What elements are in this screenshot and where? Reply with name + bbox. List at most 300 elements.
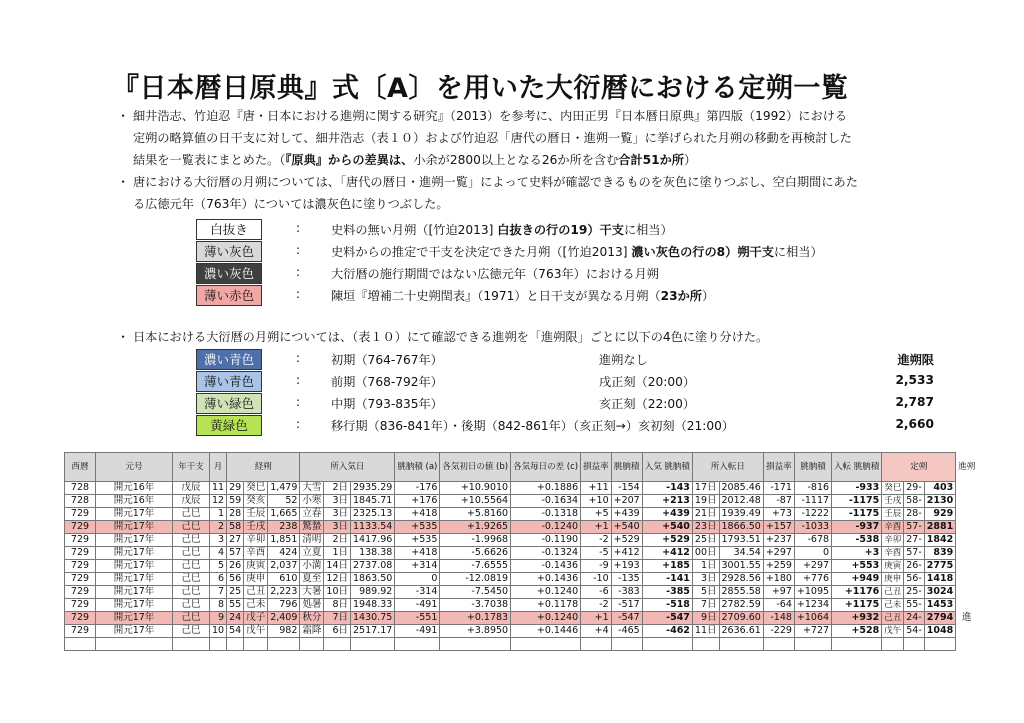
table-cell: 辛酉 [244, 547, 268, 560]
table-cell: +529 [642, 534, 692, 547]
table-cell: 729 [65, 573, 96, 586]
table-cell: 3 [210, 534, 227, 547]
table-cell [956, 521, 978, 534]
table-cell: 開元17年 [96, 573, 173, 586]
table-cell: 59 [227, 495, 244, 508]
table-cell: 424 [268, 547, 300, 560]
table-cell: +540 [611, 521, 642, 534]
table-cell: -176 [395, 482, 440, 495]
col-header: 所入気日 [300, 453, 395, 482]
table-cell: 55- [904, 599, 925, 612]
table-cell: +1064 [794, 612, 831, 625]
table-cell: +1 [581, 521, 612, 534]
table-cell: 21日 [692, 508, 719, 521]
table-cell: -1222 [794, 508, 831, 521]
table-cell: 4 [210, 547, 227, 560]
table-cell: 610 [268, 573, 300, 586]
table-cell [692, 638, 719, 651]
table-cell [956, 599, 978, 612]
table-cell: +776 [794, 573, 831, 586]
sakujitsu-table-wrapper [64, 452, 978, 651]
table-cell: +297 [763, 547, 794, 560]
legend-row: 濃い青色 : 初期（764-767年） 進朔なし 進朔限 [196, 348, 934, 370]
table-cell: 2日 [324, 482, 351, 495]
table-cell: 729 [65, 508, 96, 521]
col-header: 朓朒積 [794, 453, 831, 482]
table-cell: 1430.75 [351, 612, 395, 625]
table-cell: 己巳 [173, 612, 210, 625]
table-cell [882, 638, 904, 651]
legend-swatch: 黄緑色 [196, 415, 262, 436]
table-cell: 己丑 [244, 586, 268, 599]
table-cell: 2794 [924, 612, 955, 625]
table-cell [440, 638, 511, 651]
table-cell: 0 [395, 573, 440, 586]
table-cell: 己未 [882, 599, 904, 612]
table-cell [904, 638, 925, 651]
table-cell [244, 638, 268, 651]
table-cell: +157 [763, 521, 794, 534]
table-cell: +1.9265 [440, 521, 511, 534]
table-cell: 開元17年 [96, 560, 173, 573]
table-cell: 26 [227, 560, 244, 573]
table-cell: 己丑 [882, 612, 904, 625]
legend-period-colors [196, 348, 934, 436]
table-cell: +529 [611, 534, 642, 547]
table-cell: 庚寅 [882, 560, 904, 573]
table-cell: 己巳 [173, 573, 210, 586]
table-cell: 29- [904, 482, 925, 495]
table-cell: 2325.13 [351, 508, 395, 521]
table-cell: -2 [581, 534, 612, 547]
table-cell: 秋分 [300, 612, 324, 625]
table-cell: -2 [581, 599, 612, 612]
table-row [65, 638, 978, 651]
table-row [65, 482, 978, 495]
legend-row: 薄い青色 : 前期（768-792年） 戌正刻（20:00） 2,533 [196, 370, 934, 392]
table-cell: 開元17年 [96, 625, 173, 638]
table-cell: -517 [611, 599, 642, 612]
table-cell: 3日 [324, 508, 351, 521]
table-cell: -937 [832, 521, 882, 534]
table-cell: 24- [904, 612, 925, 625]
table-cell: +727 [794, 625, 831, 638]
table-cell: 癸亥 [244, 495, 268, 508]
table-cell: +10 [581, 495, 612, 508]
table-cell: +10.9010 [440, 482, 511, 495]
table-cell: 驚蟄 [300, 521, 324, 534]
table-cell: 己巳 [173, 560, 210, 573]
table-cell: -5 [581, 547, 612, 560]
col-header: 所入転日 [692, 453, 763, 482]
table-cell: +0.1178 [511, 599, 581, 612]
table-cell: +418 [395, 547, 440, 560]
table-cell: 2 [210, 521, 227, 534]
table-row [65, 508, 978, 521]
table-cell: 989.92 [351, 586, 395, 599]
table-cell: 0 [794, 547, 831, 560]
table-cell: +5.8160 [440, 508, 511, 521]
table-cell: 開元16年 [96, 482, 173, 495]
table-cell: -465 [611, 625, 642, 638]
table-cell: +180 [763, 573, 794, 586]
table-cell: 2,409 [268, 612, 300, 625]
table-cell: +418 [395, 508, 440, 521]
table-cell: 929 [924, 508, 955, 521]
table-cell: +259 [763, 560, 794, 573]
table-cell: +11 [581, 482, 612, 495]
table-cell: +185 [642, 560, 692, 573]
table-cell [611, 638, 642, 651]
table-cell [65, 638, 96, 651]
col-header: 年干支 [173, 453, 210, 482]
table-cell: 8日 [324, 599, 351, 612]
legend-swatch: 薄い緑色 [196, 393, 262, 414]
table-cell: 2012.48 [719, 495, 763, 508]
table-cell: 庚申 [244, 573, 268, 586]
table-cell: 34.54 [719, 547, 763, 560]
table-cell: 28- [904, 508, 925, 521]
table-cell: 25 [227, 586, 244, 599]
table-cell: -1175 [832, 495, 882, 508]
table-cell: 25- [904, 586, 925, 599]
table-cell: 庚申 [882, 573, 904, 586]
table-cell: 6日 [324, 625, 351, 638]
legend-row: 黄緑色 : 移行期（836-841年）・後期（842-861年）（亥正刻→）亥初刻（21:00） 2,660 [196, 414, 934, 436]
table-cell [794, 638, 831, 651]
table-cell: 8 [210, 599, 227, 612]
table-row [65, 534, 978, 547]
table-cell: +0.1783 [440, 612, 511, 625]
table-cell [210, 638, 227, 651]
table-cell: 2737.08 [351, 560, 395, 573]
table-cell: 大雪 [300, 482, 324, 495]
table-cell [268, 638, 300, 651]
table-cell: +412 [642, 547, 692, 560]
table-cell: -0.1318 [511, 508, 581, 521]
intro-paragraph-2: ・ 日本における大衍暦の月朔については、（表１０）にて確認できる進朔を「進朔限」ごとに以下の4色に塗り分けた。 [117, 330, 769, 344]
table-row [65, 586, 978, 599]
table-cell: 開元17年 [96, 547, 173, 560]
table-cell: 2775 [924, 560, 955, 573]
table-cell: 1133.54 [351, 521, 395, 534]
table-cell: -0.1436 [511, 560, 581, 573]
table-cell: 壬辰 [882, 508, 904, 521]
table-cell: 壬戌 [244, 521, 268, 534]
table-cell: 56- [904, 573, 925, 586]
table-cell: 58- [904, 495, 925, 508]
table-cell: 小寒 [300, 495, 324, 508]
table-row [65, 547, 978, 560]
legend-swatch: 薄い青色 [196, 371, 262, 392]
table-cell: 1939.49 [719, 508, 763, 521]
table-cell: 982 [268, 625, 300, 638]
table-cell: +314 [395, 560, 440, 573]
table-cell: 7日 [324, 612, 351, 625]
table-cell: -64 [763, 599, 794, 612]
table-cell: -7.5450 [440, 586, 511, 599]
table-cell: 辛卯 [244, 534, 268, 547]
table-cell: +535 [395, 521, 440, 534]
table-cell: -462 [642, 625, 692, 638]
table-cell: -0.1240 [511, 521, 581, 534]
table-cell: 1863.50 [351, 573, 395, 586]
table-cell: 26- [904, 560, 925, 573]
table-cell [511, 638, 581, 651]
table-cell: +0.1240 [511, 586, 581, 599]
table-cell: 3日 [324, 495, 351, 508]
col-header: 元号 [96, 453, 173, 482]
table-cell: 11日 [692, 625, 719, 638]
col-header: 損益率 [763, 453, 794, 482]
table-cell: 1845.71 [351, 495, 395, 508]
table-cell: 729 [65, 521, 96, 534]
table-cell: 己巳 [173, 547, 210, 560]
table-cell: 00日 [692, 547, 719, 560]
table-cell: +207 [611, 495, 642, 508]
table-cell: 己巳 [173, 586, 210, 599]
table-cell: 大暑 [300, 586, 324, 599]
table-cell: 開元17年 [96, 534, 173, 547]
table-cell: +0.1436 [511, 573, 581, 586]
table-cell: 28 [227, 508, 244, 521]
legend-swatch: 濃い灰色 [196, 263, 262, 284]
table-cell [642, 638, 692, 651]
table-header-row [65, 453, 978, 482]
table-cell: 癸巳 [882, 482, 904, 495]
table-cell: +553 [832, 560, 882, 573]
sakujitsu-table [64, 452, 978, 651]
table-cell: 己巳 [173, 508, 210, 521]
table-cell: -1117 [794, 495, 831, 508]
table-cell: -148 [763, 612, 794, 625]
table-cell [832, 638, 882, 651]
table-cell: 728 [65, 482, 96, 495]
table-cell: -171 [763, 482, 794, 495]
table-cell: 27 [227, 534, 244, 547]
table-cell: 14日 [324, 560, 351, 573]
table-cell: 3001.55 [719, 560, 763, 573]
table-cell: +1 [581, 612, 612, 625]
table-cell [395, 638, 440, 651]
col-header: 経朔 [227, 453, 300, 482]
table-cell: 3日 [324, 521, 351, 534]
table-cell: 729 [65, 612, 96, 625]
table-cell: -385 [642, 586, 692, 599]
legend-row: 薄い緑色 : 中期（793-835年） 亥正刻（22:00） 2,787 [196, 392, 934, 414]
table-cell: -7.6555 [440, 560, 511, 573]
table-cell: -9 [581, 560, 612, 573]
table-cell: -154 [611, 482, 642, 495]
table-cell: -816 [794, 482, 831, 495]
table-cell: +97 [763, 586, 794, 599]
table-cell: -135 [611, 573, 642, 586]
table-cell: -1175 [832, 508, 882, 521]
table-cell: -1.9968 [440, 534, 511, 547]
table-cell [227, 638, 244, 651]
table-cell: 52 [268, 495, 300, 508]
table-cell [956, 638, 978, 651]
table-cell: 戊子 [244, 612, 268, 625]
col-header: 各気毎日の差 (c) [511, 453, 581, 482]
table-cell: +4 [581, 625, 612, 638]
table-cell [956, 560, 978, 573]
table-cell: -538 [832, 534, 882, 547]
table-cell: 10日 [324, 586, 351, 599]
table-cell: 10 [210, 625, 227, 638]
table-cell: -383 [611, 586, 642, 599]
table-row [65, 521, 978, 534]
table-cell: 辛酉 [882, 521, 904, 534]
table-cell: 2636.61 [719, 625, 763, 638]
table-cell: +535 [395, 534, 440, 547]
table-cell: 2855.58 [719, 586, 763, 599]
table-cell: 5日 [692, 586, 719, 599]
table-cell [956, 482, 978, 495]
table-cell: +0.1886 [511, 482, 581, 495]
table-cell: 729 [65, 534, 96, 547]
table-cell: +0.1446 [511, 625, 581, 638]
table-cell: 辛酉 [882, 547, 904, 560]
table-cell: +1175 [832, 599, 882, 612]
table-cell: +439 [642, 508, 692, 521]
table-cell: 壬戌 [882, 495, 904, 508]
table-cell [956, 573, 978, 586]
table-cell: 辛卯 [882, 534, 904, 547]
table-cell: 戊辰 [173, 482, 210, 495]
legend-swatch: 白抜き [196, 219, 262, 240]
table-cell: 24 [227, 612, 244, 625]
table-cell: 729 [65, 547, 96, 560]
table-row [65, 612, 978, 625]
table-cell: 729 [65, 599, 96, 612]
table-cell [956, 547, 978, 560]
table-cell: -87 [763, 495, 794, 508]
table-cell: 56 [227, 573, 244, 586]
table-row [65, 625, 978, 638]
table-cell: 6 [210, 573, 227, 586]
table-cell: 57- [904, 547, 925, 560]
table-cell: 霜降 [300, 625, 324, 638]
table-cell: -678 [794, 534, 831, 547]
table-cell: 1417.96 [351, 534, 395, 547]
table-cell: 29 [227, 482, 244, 495]
table-cell [351, 638, 395, 651]
col-header: 西暦 [65, 453, 96, 482]
table-cell [956, 625, 978, 638]
table-cell: -229 [763, 625, 794, 638]
table-cell: 729 [65, 586, 96, 599]
table-cell: 己丑 [882, 586, 904, 599]
table-cell: 796 [268, 599, 300, 612]
table-cell: 開元16年 [96, 495, 173, 508]
table-cell: -933 [832, 482, 882, 495]
table-cell: 238 [268, 521, 300, 534]
table-cell [96, 638, 173, 651]
table-cell: -491 [395, 599, 440, 612]
table-cell: 立夏 [300, 547, 324, 560]
table-cell: 1453 [924, 599, 955, 612]
table-cell: 開元17年 [96, 521, 173, 534]
legend-swatch: 濃い青色 [196, 349, 262, 370]
table-cell: -0.1324 [511, 547, 581, 560]
table-cell: 2935.29 [351, 482, 395, 495]
table-cell [924, 638, 955, 651]
table-cell: 2,223 [268, 586, 300, 599]
table-cell: -141 [642, 573, 692, 586]
table-cell: 729 [65, 560, 96, 573]
table-cell: 11 [210, 482, 227, 495]
table-cell [956, 495, 978, 508]
col-header: 入気 朓朒積 [642, 453, 692, 482]
table-cell: 2085.46 [719, 482, 763, 495]
table-cell [719, 638, 763, 651]
table-cell: 開元17年 [96, 586, 173, 599]
table-cell: 2,037 [268, 560, 300, 573]
table-cell: 2517.17 [351, 625, 395, 638]
table-cell: 2130 [924, 495, 955, 508]
table-cell: 23日 [692, 521, 719, 534]
table-cell: 19日 [692, 495, 719, 508]
legend-swatch: 薄い赤色 [196, 285, 262, 306]
table-cell: +237 [763, 534, 794, 547]
table-row [65, 495, 978, 508]
table-cell: 1866.50 [719, 521, 763, 534]
table-cell: 小満 [300, 560, 324, 573]
table-cell: 403 [924, 482, 955, 495]
table-cell: -491 [395, 625, 440, 638]
table-cell: 54- [904, 625, 925, 638]
table-cell: 54 [227, 625, 244, 638]
table-cell: 戊午 [244, 625, 268, 638]
table-cell: -12.0819 [440, 573, 511, 586]
table-cell: 58 [227, 521, 244, 534]
table-cell: 3024 [924, 586, 955, 599]
table-cell: +1095 [794, 586, 831, 599]
table-cell [763, 638, 794, 651]
table-cell: 5 [210, 560, 227, 573]
table-cell: 12 [210, 495, 227, 508]
table-cell: -143 [642, 482, 692, 495]
table-cell: -0.1190 [511, 534, 581, 547]
table-cell: 己巳 [173, 534, 210, 547]
table-cell: 1日 [324, 547, 351, 560]
table-cell: 57- [904, 521, 925, 534]
table-cell: 己巳 [173, 625, 210, 638]
table-cell: 2782.59 [719, 599, 763, 612]
table-cell: 己巳 [173, 599, 210, 612]
table-cell [956, 534, 978, 547]
col-header: 朓朒積 [611, 453, 642, 482]
table-cell: 1,479 [268, 482, 300, 495]
table-cell [324, 638, 351, 651]
col-header: 損益率 [581, 453, 612, 482]
table-cell: +412 [611, 547, 642, 560]
table-cell: 9日 [692, 612, 719, 625]
table-cell: 庚寅 [244, 560, 268, 573]
table-cell: 1842 [924, 534, 955, 547]
table-cell: 1,665 [268, 508, 300, 521]
table-cell: +0.1240 [511, 612, 581, 625]
table-cell: 17日 [692, 482, 719, 495]
table-cell: 開元17年 [96, 508, 173, 521]
table-cell: +528 [832, 625, 882, 638]
table-cell: 27- [904, 534, 925, 547]
table-cell: 己巳 [173, 521, 210, 534]
table-cell: +3.8950 [440, 625, 511, 638]
table-cell: 57 [227, 547, 244, 560]
table-cell: 138.38 [351, 547, 395, 560]
